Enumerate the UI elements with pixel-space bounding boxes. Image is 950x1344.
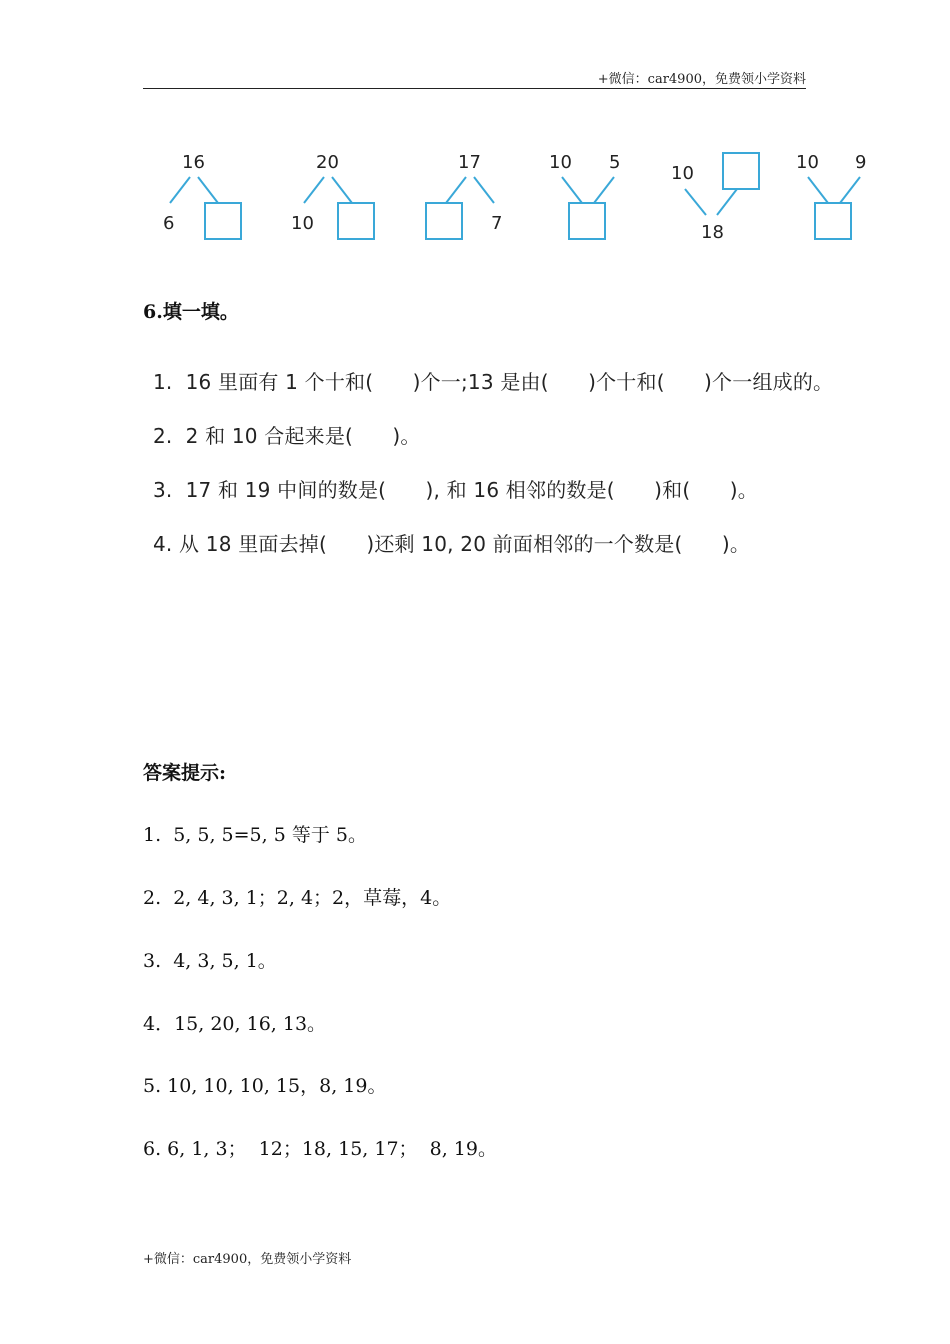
diagram-1-part: 6 <box>163 213 175 234</box>
diagram-6-answer-box[interactable] <box>815 203 851 239</box>
diagram-2 <box>291 152 374 239</box>
page-header <box>143 68 806 89</box>
diagram-1-answer-box[interactable] <box>205 203 241 239</box>
diagram-6-part-a: 10 <box>796 152 819 173</box>
question-3: 3. 17 和 19 中间的数是( ), 和 16 相邻的数是( )和( )。 <box>153 478 758 502</box>
diagram-4-answer-box[interactable] <box>569 203 605 239</box>
answers-title: 答案提示: <box>143 762 227 784</box>
question-2: 2. 2 和 10 合起来是( )。 <box>153 424 421 448</box>
answer-3: 3. 4, 3, 5, 1。 <box>143 950 277 972</box>
question-4: 4. 从 18 里面去掉( )还剩 10, 20 前面相邻的一个数是( )。 <box>153 532 751 556</box>
answer-6: 6. 6, 1, 3； 12；18, 15, 17； 8, 19。 <box>143 1138 497 1160</box>
diagram-6-part-b: 9 <box>855 152 867 173</box>
diagram-3-answer-box[interactable] <box>426 203 462 239</box>
diagram-6 <box>796 152 866 239</box>
diagram-3-part: 7 <box>491 213 503 234</box>
diagram-4 <box>549 152 620 239</box>
diagram-4-part-b: 5 <box>609 152 621 173</box>
diagram-5-answer-box[interactable] <box>723 153 759 189</box>
answer-1: 1. 5, 5, 5=5, 5 等于 5。 <box>143 824 367 846</box>
header-text: +微信：car4900，免费领小学资料 <box>597 72 806 87</box>
footer-text: +微信：car4900，免费领小学资料 <box>143 1252 352 1267</box>
diagram-5 <box>671 153 759 243</box>
diagram-1-total: 16 <box>182 152 205 173</box>
section-6-title: 6.填一填。 <box>143 301 239 323</box>
diagram-5-total: 18 <box>701 222 724 243</box>
diagram-5-part: 10 <box>671 163 694 184</box>
diagram-1 <box>163 152 241 239</box>
diagram-3-total: 17 <box>458 152 481 173</box>
diagram-2-total: 20 <box>316 152 339 173</box>
question-1: 1. 16 里面有 1 个十和( )个一;13 是由( )个十和( )个一组成的。 <box>153 370 834 394</box>
answer-4: 4．15, 20, 16, 13。 <box>143 1013 327 1035</box>
diagram-4-part-a: 10 <box>549 152 572 173</box>
answer-2: 2. 2, 4, 3, 1；2, 4；2，草莓，4。 <box>143 887 452 909</box>
diagram-2-part: 10 <box>291 213 314 234</box>
answer-5: 5. 10, 10, 10, 15，8, 19。 <box>143 1075 387 1097</box>
number-composition-diagrams <box>140 140 880 255</box>
diagram-2-answer-box[interactable] <box>338 203 374 239</box>
diagram-3 <box>426 152 502 239</box>
